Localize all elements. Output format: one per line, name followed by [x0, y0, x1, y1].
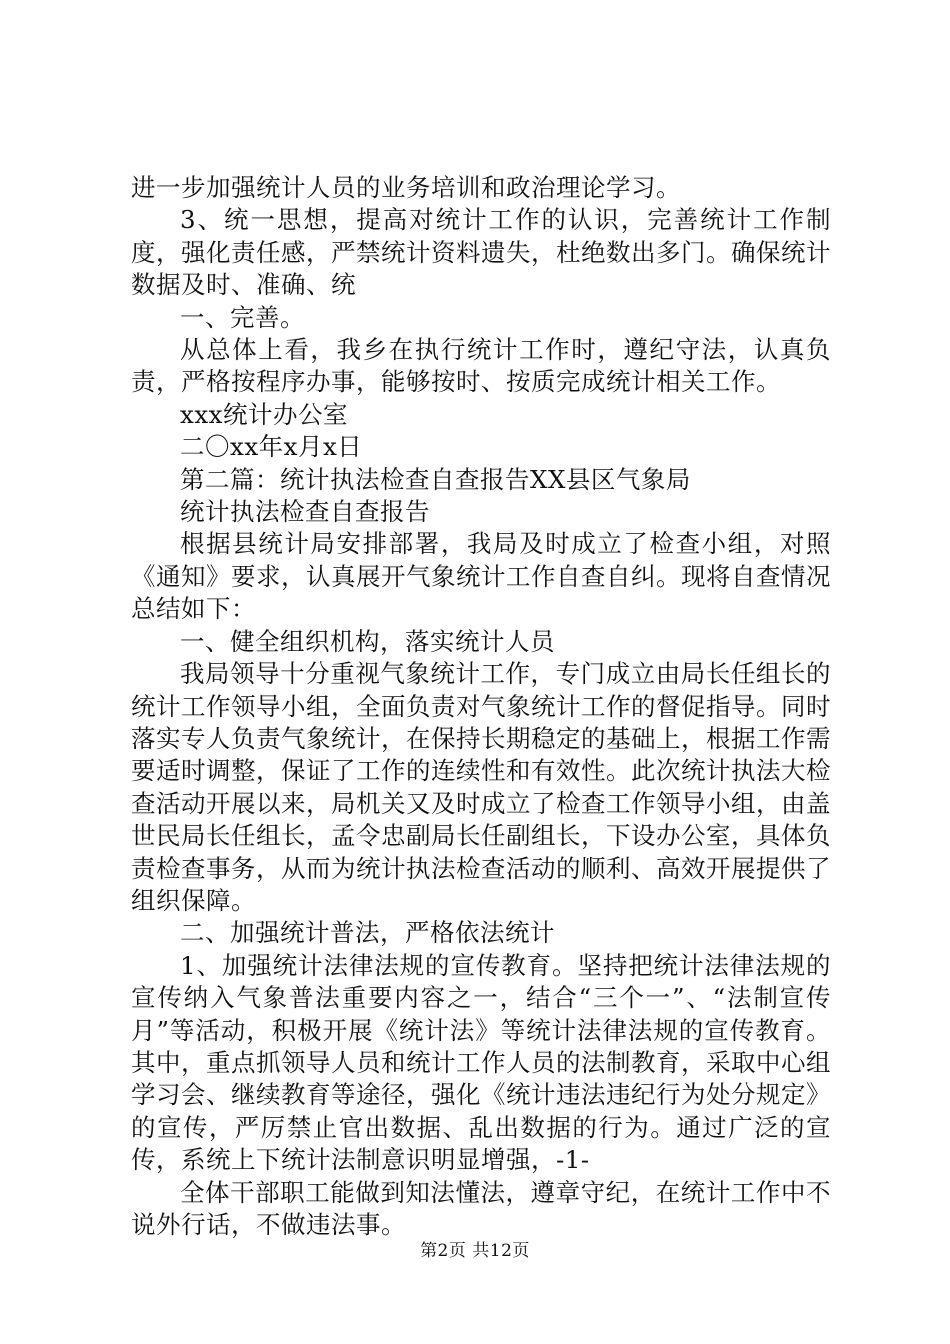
- paragraph: 一、健全组织机构，落实统计人员: [180, 626, 555, 656]
- paragraph: 根据县统计局安排部署，我局及时成立了检查小组，对照《通知》要求，认真展开气象统计工作自查自纠。现将自查情况总结如下：: [131, 529, 831, 624]
- document-body: [131, 172, 831, 1241]
- paragraph: 进一步加强统计人员的业务培训和政治理论学习。: [131, 173, 681, 202]
- paragraph: 二〇xx年x月x日: [180, 432, 363, 462]
- paragraph: 一、完善。: [180, 302, 305, 332]
- paragraph: 1、加强统计法律法规的宣传教育。坚持把统计法律法规的宣传纳入气象普法重要内容之一，结合“三个一”、“法制宣传月”等活动，积极开展《统计法》等统计法律法规的宣传教育。其中，重点抓领导人员和统计工作人员的法制教育，采取中心组学习会、继续教育等途径，强化《统计违法违纪行为处分规定》的宣传，严厉禁止官出数据、乱出数据的行为。通过广泛的宣传，系统上下统计法制意识明显增强，-1-: [131, 950, 831, 1175]
- paragraph: 全体干部职工能做到知法懂法，遵章守纪，在统计工作中不说外行话，不做违法事。: [131, 1177, 831, 1239]
- paragraph: 从总体上看，我乡在执行统计工作时，遵纪守法，认真负责，严格按程序办事，能够按时、按质完成统计相关工作。: [131, 335, 831, 397]
- paragraph: 我局领导十分重视气象统计工作，专门成立由局长任组长的统计工作领导小组，全面负责对气象统计工作的督促指导。同时落实专人负责气象统计，在保持长期稳定的基础上，根据工作需要适时调整，保证了工作的连续性和有效性。此次统计执法大检查活动开展以来，局机关又及时成立了检查工作领导小组，由盖世民局长任组长，孟令忠副局长任副组长，下设办公室，具体负责检查事务，从而为统计执法检查活动的顺利、高效开展提供了组织保障。: [131, 659, 831, 915]
- paragraph: 3、统一思想，提高对统计工作的认识，完善统计工作制度，强化责任感，严禁统计资料遗失，杜绝数出多门。确保统计数据及时、准确、统: [131, 205, 831, 300]
- paragraph: 统计执法检查自查报告: [180, 497, 430, 527]
- paragraph: 第二篇：统计执法检查自查报告XX县区气象局: [180, 464, 691, 494]
- paragraph: 二、加强统计普法，严格依法统计: [180, 918, 555, 948]
- page-footer: 第2页 共12页: [420, 1241, 530, 1261]
- paragraph: xxx统计办公室: [180, 399, 348, 429]
